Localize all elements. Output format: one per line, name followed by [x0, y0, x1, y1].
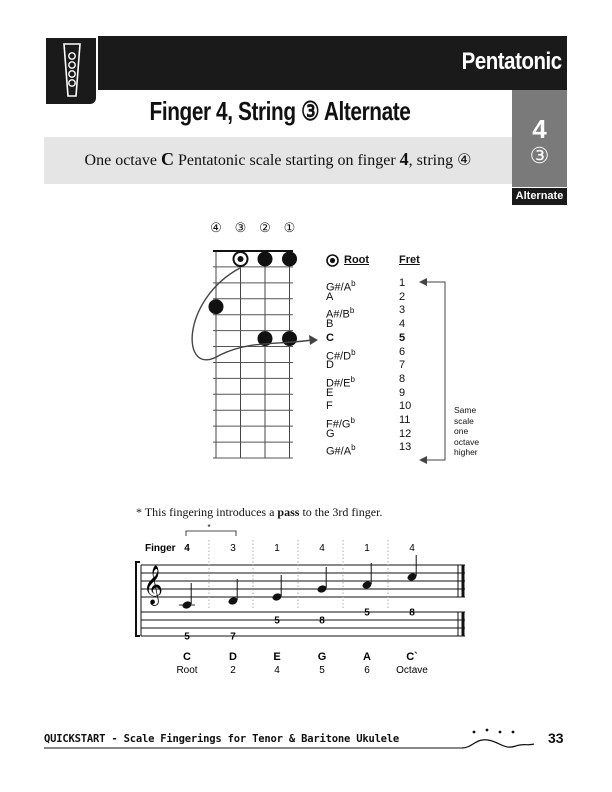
- scale-degree: 6: [364, 665, 370, 676]
- fret-table-note: D: [326, 359, 334, 372]
- fret-table-fret: 1: [399, 277, 406, 289]
- section-title: Pentatonic: [461, 48, 562, 75]
- fret-table-fret: 3: [399, 304, 406, 317]
- decorative-dots: [473, 729, 515, 734]
- fret-table-note: G: [326, 427, 335, 440]
- page-number: 33: [548, 730, 564, 746]
- note-name: A: [363, 651, 371, 663]
- subtitle-post: , string ④: [408, 152, 472, 169]
- fret-table-note-flat: b: [351, 443, 356, 453]
- tab-number: 5: [274, 615, 280, 627]
- fret-table-note-flat: b: [349, 306, 355, 316]
- fret-table-fret: 7: [399, 359, 406, 372]
- finger-number: 4: [184, 543, 190, 554]
- fret-table-note: $G\#/A^b$: [326, 279, 356, 294]
- fret-table-note: $G\#/A^b$: [326, 443, 356, 459]
- subtitle-mid: Pentatonic scale starting on finger: [173, 152, 400, 169]
- fret-table-note: A: [326, 290, 334, 303]
- pass-note-pre: * This fingering introduces a: [136, 505, 278, 519]
- fret-table-fret: 8: [399, 372, 406, 385]
- octave-note-line: Same: [454, 405, 477, 415]
- subtitle-key: C: [160, 149, 174, 169]
- ukulele-outline-icon: [462, 740, 534, 748]
- string-label: ②: [259, 220, 271, 235]
- fret-table-note: F: [326, 400, 333, 413]
- note-name: G: [317, 651, 327, 663]
- pass-marker: *: [207, 523, 211, 532]
- fret-table-fret: 5: [399, 331, 406, 344]
- tab-number: 5: [364, 607, 370, 619]
- fret-table-fret: 10: [399, 400, 412, 413]
- string-label: ④: [210, 220, 222, 235]
- subtitle-finger: 4: [399, 149, 409, 169]
- fret-table-note-flat: b: [351, 279, 356, 288]
- fret-table-header-fret: Fret: [399, 254, 420, 266]
- fret-table-note: E: [326, 386, 334, 399]
- tab-number: 7: [230, 631, 236, 643]
- side-tab-label: Alternate: [512, 188, 567, 205]
- octave-note-line: one: [454, 426, 469, 436]
- scale-degree: 2: [230, 665, 236, 676]
- finger-number: 4: [319, 543, 325, 554]
- note-name: C`: [406, 651, 418, 663]
- tab-number: 8: [409, 607, 415, 619]
- footer-title: QUICKSTART - Scale Fingerings for Tenor & Baritone Ukulele: [44, 733, 400, 745]
- note-name: E: [273, 651, 281, 663]
- scale-degree: 5: [319, 665, 325, 676]
- finger-number: 1: [274, 543, 280, 554]
- scale-degree: Octave: [396, 665, 428, 676]
- fret-table-fret: 2: [399, 290, 406, 303]
- octave-note-line: higher: [454, 447, 478, 457]
- fret-table-note-flat: b: [351, 347, 356, 357]
- fret-table-fret: 4: [399, 318, 406, 331]
- fret-table-fret: 9: [399, 386, 406, 399]
- tab-number: 5: [184, 631, 190, 643]
- fret-table-note: B: [326, 318, 334, 331]
- scale-degree: Root: [176, 665, 198, 676]
- fret-table-note: $C\#/D^b$: [326, 347, 356, 363]
- pass-note-bold: pass: [277, 505, 300, 519]
- page-heading: Finger 4, String ③ Alternate: [149, 96, 411, 126]
- fret-table-header-root: Root: [344, 254, 370, 266]
- fret-table-note: $F\#/G^b$: [326, 416, 355, 431]
- side-tab-finger: 4: [532, 114, 547, 144]
- fret-table-fret: 6: [399, 345, 406, 358]
- fret-table-note: $D\#/E^b$: [326, 374, 355, 390]
- note-name: C: [183, 651, 191, 663]
- subtitle-pre: One octave: [84, 152, 161, 169]
- octave-note-line: octave: [454, 436, 480, 447]
- fret-table-note: C: [326, 331, 334, 344]
- finger-number: 4: [409, 543, 415, 554]
- fret-table-note-flat: b: [350, 374, 355, 384]
- fret-table-fret: 11: [399, 414, 411, 426]
- string-label: ①: [283, 220, 296, 235]
- scale-degree: 4: [274, 665, 280, 676]
- finger-number: 3: [230, 543, 236, 554]
- tab-number: 8: [319, 615, 325, 627]
- fret-table-note-flat: b: [350, 416, 355, 425]
- note-name: D: [229, 651, 237, 663]
- fret-table-note: $A\#/B^b$: [326, 306, 355, 322]
- side-tab-string: ③: [529, 143, 550, 168]
- finger-number: 1: [364, 543, 370, 554]
- fret-table-fret: 12: [399, 427, 412, 440]
- string-label: ③: [234, 220, 247, 235]
- pass-note-post: to the 3rd finger.: [299, 505, 383, 519]
- finger-label: Finger: [145, 543, 176, 554]
- octave-note-line: scale: [454, 415, 474, 426]
- fret-table-fret: 13: [399, 441, 412, 454]
- treble-clef-icon: 𝄞: [143, 565, 164, 605]
